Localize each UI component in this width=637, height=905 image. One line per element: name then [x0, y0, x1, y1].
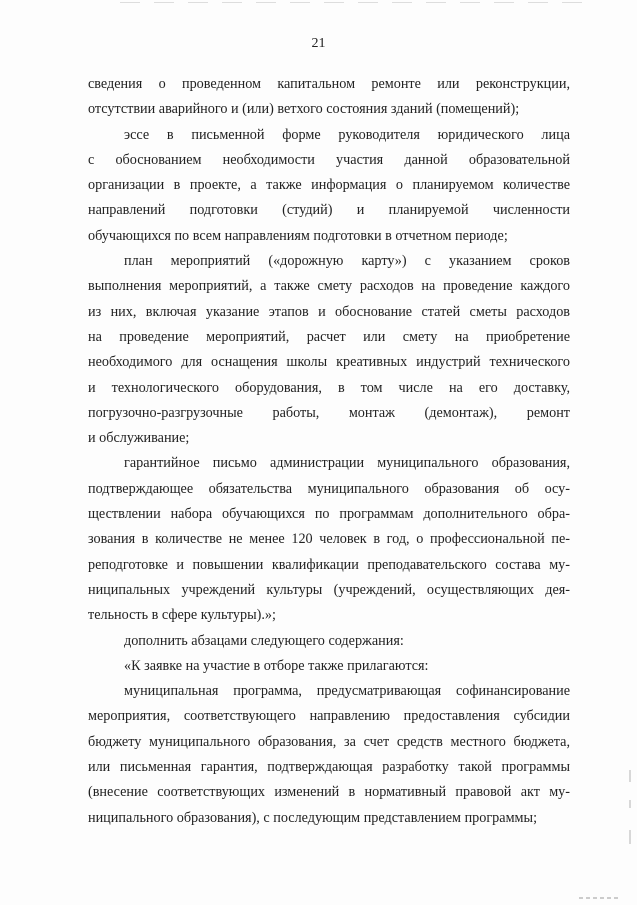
text-line: гарантийное письмо администрации муниципального образования,	[124, 455, 570, 472]
text-line: обучающихся по всем направлениям подготовки в отчетном периоде;	[88, 227, 508, 244]
text-line: план мероприятий («дорожную карту») с указанием сроков	[124, 253, 570, 270]
document-body	[88, 72, 570, 831]
text-line: с обоснованием необходимости участия данной образовательной	[88, 151, 570, 168]
text-line: организации в проекте, а также информация о планируемом количестве	[88, 177, 570, 194]
text-line: выполнения мероприятий, а также смету расходов на проведение каждого	[88, 278, 570, 295]
text-line: ществлении набора обучающихся по программам дополнительного обра-	[88, 506, 570, 523]
scan-artifact	[629, 800, 631, 808]
scan-top-edge	[120, 2, 590, 3]
text-line: ниципальных учреждений культуры (учреждений, осуществляющих дея-	[88, 581, 570, 598]
text-line: отсутствии аварийного и (или) ветхого состояния зданий (помещений);	[88, 101, 520, 118]
text-line: погрузочно-разгрузочные работы, монтаж (демонтаж), ремонт	[88, 404, 570, 421]
text-line: дополнить абзацами следующего содержания:	[124, 632, 404, 649]
text-line: из них, включая указание этапов и обоснование статей сметы расходов	[88, 303, 570, 320]
text-line: тельность в сфере культуры).»;	[88, 607, 276, 624]
text-line: реподготовке и повышении квалификации преподавательского состава му-	[88, 556, 570, 573]
text-line: и обслуживание;	[88, 430, 190, 447]
text-line: мероприятия, соответствующего направлению предоставления субсидии	[88, 708, 570, 725]
text-line: «К заявке на участие в отборе также прилагаются:	[124, 657, 429, 674]
text-line: и технологического оборудования, в том числе на его доставку,	[88, 379, 570, 396]
text-line: или письменная гарантия, подтверждающая разработку такой программы	[88, 759, 570, 776]
scan-artifact	[579, 897, 619, 899]
text-line: направлений подготовки (студий) и планируемой численности	[88, 202, 570, 219]
scan-artifact	[629, 770, 631, 782]
text-line: сведения о проведенном капитальном ремонте или реконструкции,	[88, 76, 570, 92]
scan-artifact	[629, 830, 631, 844]
text-line: необходимого для оснащения школы креативных индустрий технического	[88, 354, 570, 371]
text-line: бюджету муниципального образования, за счет средств местного бюджета,	[88, 733, 570, 750]
page-number: 21	[311, 36, 326, 51]
text-line: на проведение мероприятий, расчет или смету на приобретение	[88, 328, 570, 345]
text-line: (внесение соответствующих изменений в нормативный правовой акт му-	[88, 784, 570, 801]
text-line: эссе в письменной форме руководителя юридического лица	[124, 126, 570, 143]
text-line: ниципального образования), с последующим представлением программы;	[88, 809, 538, 826]
text-line: зования в количестве не менее 120 человек в год, о профессиональной пе-	[88, 531, 570, 548]
text-line: подтверждающее обязательства муниципального образования об осу-	[88, 480, 570, 497]
text-line: муниципальная программа, предусматривающая софинансирование	[124, 683, 570, 700]
